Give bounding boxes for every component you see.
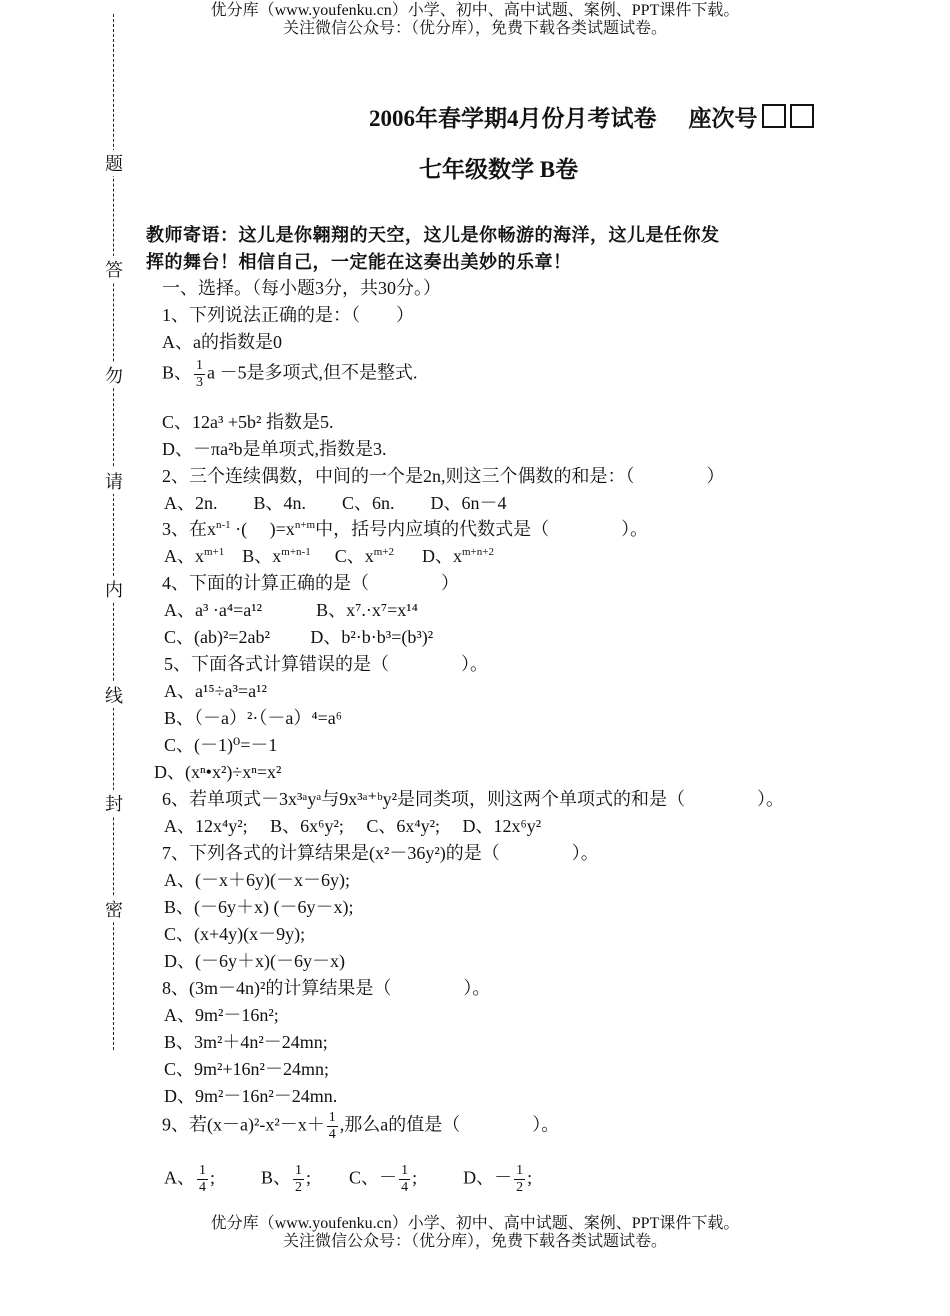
header-line-1: 优分库（www.youfenku.cn）小学、初中、高中试题、案例、PPT课件下载。 (210, 2, 740, 19)
teacher-message-line-2: 挥的舞台！相信自己，一定能在这奏出美妙的乐章！ (146, 252, 572, 273)
question-5-option-b: B、（－a）²·（－a）⁴=a⁶ (164, 708, 343, 728)
option-text: a －5是多项式,但不是整式. (207, 362, 418, 383)
option-d-tail: ; (527, 1167, 533, 1188)
option-c-label: C、－ (349, 1167, 398, 1188)
numerator: 1 (401, 1163, 409, 1178)
question-1-option-a: A、a的指数是0 (162, 332, 282, 352)
question-5-option-c: C、(－1)⁰=－1 (164, 735, 278, 755)
numerator: 1 (196, 358, 204, 373)
option-b-tail: ; (306, 1167, 312, 1188)
fraction (327, 1110, 338, 1143)
question-3-stem (162, 515, 648, 541)
stem-part: ·( )=x (230, 519, 295, 539)
denominator: 3 (196, 375, 204, 390)
header-line-2: 关注微信公众号：（优分库），免费下载各类试题试卷。 (282, 20, 667, 37)
denominator: 4 (328, 1127, 336, 1142)
section-heading: 一、选择。（每小题3分，共30分。） (162, 278, 441, 298)
denominator: 2 (516, 1180, 524, 1195)
margin-char: 内 (103, 576, 125, 602)
question-1-option-c: C、12a³ +5b² 指数是5. (162, 412, 334, 432)
seat-label: 座次号 (688, 106, 758, 131)
question-4-options-cd: C、(ab)²=2ab² D、b²·b·b³=(b³)² (164, 627, 434, 647)
margin-char: 答 (103, 256, 125, 282)
question-7-option-d: D、(－6y＋x)(－6y－x) (164, 951, 345, 971)
stem-part: 中，括号内应填的代数式是（ ）。 (315, 519, 649, 539)
stem-part: 9、若(x－a)²-x²－x＋ (162, 1114, 325, 1135)
option-a-label: A、 (164, 1167, 195, 1188)
fraction (293, 1163, 304, 1196)
denominator: 2 (295, 1180, 303, 1195)
question-2-options: A、2n. B、4n. C、6n. D、6n－4 (164, 493, 507, 513)
fraction (514, 1163, 525, 1196)
option-label: B、 (162, 362, 193, 383)
option-b: B、x (242, 546, 282, 566)
question-4-stem: 4、下面的计算正确的是（ ） (162, 573, 459, 593)
exponent: n+m (294, 519, 316, 531)
question-1-stem: 1、下列说法正确的是：（ ） (162, 305, 414, 325)
margin-char: 密 (103, 896, 125, 922)
exam-title (369, 100, 814, 133)
question-7-option-b: B、(－6y＋x) (－6y－x); (164, 897, 354, 917)
option-d: D、x (422, 546, 462, 566)
question-9-stem (162, 1110, 559, 1143)
question-7-stem: 7、下列各式的计算结果是(x²－36y²)的是（ ）。 (162, 843, 599, 863)
question-4-options-ab: A、a³ ·a⁴=a¹² B、x⁷.·x⁷=x¹⁴ (164, 600, 418, 620)
question-6-options: A、12x⁴y²; B、6x⁶y²; C、6x⁴y²; D、12x⁶y² (164, 816, 542, 836)
question-8-option-b: B、3m²＋4n²－24mn; (164, 1032, 328, 1052)
question-8-option-c: C、9m²+16n²－24mn; (164, 1059, 329, 1079)
denominator: 4 (199, 1180, 206, 1195)
footer-line-1: 优分库（www.youfenku.cn）小学、初中、高中试题、案例、PPT课件下载。 (210, 1215, 740, 1232)
stem-part: ,那么a的值是（ ）。 (339, 1114, 560, 1135)
option-b-label: B、 (261, 1167, 292, 1188)
question-8-option-a: A、9m²－16n²; (164, 1005, 279, 1025)
numerator: 1 (295, 1163, 303, 1178)
seat-box-1[interactable] (762, 104, 786, 128)
margin-char: 请 (103, 468, 125, 494)
option-a: A、x (164, 546, 204, 566)
stem-part: 3、在x (162, 519, 216, 539)
exam-subtitle: 七年级数学 B卷 (419, 157, 579, 182)
question-5-option-a: A、a¹⁵÷a³=a¹² (164, 681, 267, 701)
question-6-stem: 6、若单项式－3x³ᵃyᵃ与9x³ᵃ⁺ᵇy²是同类项，则这两个单项式的和是（ ）。 (162, 789, 785, 809)
option-c-tail: ; (412, 1167, 418, 1188)
option-a-tail: ; (210, 1167, 216, 1188)
numerator: 1 (199, 1163, 206, 1178)
denominator: 4 (401, 1180, 409, 1195)
exponent: m+1 (204, 546, 225, 558)
exponent: m+n+2 (462, 546, 494, 558)
question-1-option-b (162, 358, 418, 391)
numerator: 1 (328, 1110, 336, 1125)
question-7-option-c: C、(x+4y)(x－9y); (164, 924, 306, 944)
question-1-option-d: D、－πa²b是单项式,指数是3. (162, 439, 387, 459)
option-d-label: D、－ (463, 1167, 513, 1188)
teacher-message-line-1: 教师寄语：这儿是你翱翔的天空，这儿是你畅游的海洋，这儿是任你发 (146, 225, 720, 246)
fraction (194, 358, 205, 391)
question-8-stem: 8、(3m－4n)²的计算结果是（ ）。 (162, 978, 491, 998)
margin-char: 线 (103, 682, 125, 708)
fraction (197, 1163, 208, 1196)
exponent: m+n-1 (281, 546, 311, 558)
margin-char: 勿 (103, 362, 125, 388)
question-7-option-a: A、(－x＋6y)(－x－6y); (164, 870, 350, 890)
exam-name: 2006年春学期4月份月考试卷 (369, 106, 657, 131)
question-2-stem: 2、三个连续偶数，中间的一个是2n,则这三个偶数的和是：（ ） (162, 466, 725, 486)
seat-box-2[interactable] (790, 104, 814, 128)
question-3-options (164, 542, 494, 568)
footer-line-2: 关注微信公众号：（优分库），免费下载各类试题试卷。 (282, 1233, 667, 1250)
margin-char: 题 (103, 150, 125, 176)
question-5-option-d: D、(xⁿ•x²)÷xⁿ=x² (154, 762, 282, 782)
exponent: n-1 (216, 519, 231, 531)
numerator: 1 (516, 1163, 524, 1178)
option-c: C、x (334, 546, 374, 566)
exponent: m+2 (373, 546, 394, 558)
fraction (399, 1163, 410, 1196)
margin-char: 封 (103, 790, 125, 816)
question-5-stem: 5、下面各式计算错误的是（ ）。 (164, 654, 488, 674)
question-9-options (164, 1163, 532, 1196)
question-8-option-d: D、9m²－16n²－24mn. (164, 1086, 338, 1106)
